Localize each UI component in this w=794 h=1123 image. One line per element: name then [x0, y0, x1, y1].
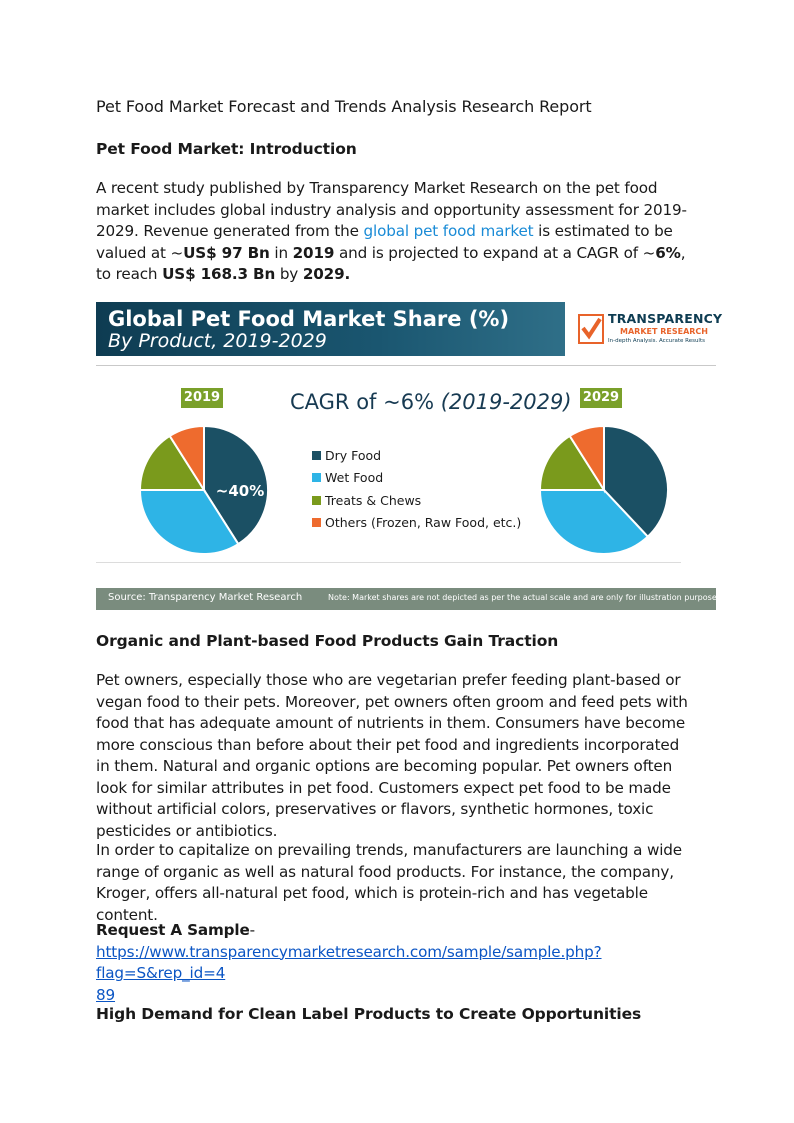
section1-paragraph2: In order to capitalize on prevailing trends, manufacturers are launching a wide range of organic as well as natural food products. For instance, the company, Kroger, offers all-natural pet food, which is protein-rich and has vegetable content.: [96, 841, 682, 924]
logo-tagline: In-depth Analysis. Accurate Results: [608, 338, 705, 344]
document-title: Pet Food Market Forecast and Trends Analysis Research Report: [96, 97, 592, 116]
section2-heading: High Demand for Clean Label Products to Create Opportunities: [96, 1005, 642, 1023]
cagr-heading: CAGR of ~6% (2019-2029): [290, 390, 572, 414]
intro-paragraph: A recent study published by Transparency Market Research on the pet food market includes global industry analysis and opportunity assessment for 2019-2029. Revenue generated from the global pet food market is estimated to be valued at ~US$ 97 Bn in 2019 and is projected to expand at a CAGR of ~6%, to reach US$ 168.3 Bn by 2029.: [96, 179, 687, 283]
global-pet-food-market-link[interactable]: global pet food market: [363, 222, 534, 240]
request-sample-block: Request A Sample- https://www.transparencymarketresearch.com/sample/sample.php?flag=S&rep_id=4 89: [96, 921, 602, 1004]
year-badge-2019: 2019: [181, 388, 223, 408]
note-text: Note: Market shares are not depicted as per the actual scale and are only for illustration purposes.: [328, 593, 724, 602]
request-sample-label: Request A Sample: [96, 921, 250, 939]
banner-subtitle: By Product, 2019-2029: [108, 330, 327, 352]
logo-name: TRANSPARENCY: [608, 311, 723, 326]
sample-url-link[interactable]: https://www.transparencymarketresearch.com/sample/sample.php?flag=S&rep_id=4 89: [96, 942, 602, 1004]
banner-divider: [96, 365, 716, 366]
legend-swatch: [312, 473, 321, 482]
infographic-footer: [96, 588, 724, 610]
pie-chart-2019: [134, 420, 274, 560]
infographic-banner: [96, 302, 565, 356]
source-text: Source: Transparency Market Research: [108, 592, 303, 603]
legend-item-others: Others (Frozen, Raw Food, etc.): [312, 515, 521, 530]
logo-check-icon: [578, 314, 604, 344]
legend-item-dry-food: Dry Food: [312, 448, 381, 463]
section1-paragraph1: Pet owners, especially those who are vegetarian prefer feeding plant-based or vegan food to their pets. Moreover, pet owners often groom and feed pets with food that has adequate amount of nutrients in them. Consumers have become more conscious than before about their pet food and ingredients incorporated in them. Natural and organic options are becoming popular. Pet owners often look for similar attributes in pet food. Customers expect pet food to be made without artificial colors, preservatives or flavors, synthetic hormones, toxic pesticides or antibiotics.: [96, 671, 688, 840]
legend-swatch: [312, 518, 321, 527]
legend-swatch: [312, 496, 321, 505]
chart-divider: [96, 562, 681, 563]
banner-title: Global Pet Food Market Share (%): [108, 307, 510, 331]
market-share-infographic: [96, 302, 724, 610]
legend-item-treats-chews: Treats & Chews: [312, 493, 421, 508]
logo-subname: MARKET RESEARCH: [620, 327, 708, 336]
intro-heading: Pet Food Market: Introduction: [96, 140, 357, 158]
dry-food-share-label: ~40%: [215, 482, 265, 500]
section1-heading: Organic and Plant-based Food Products Gain Traction: [96, 632, 559, 650]
legend-item-wet-food: Wet Food: [312, 470, 383, 485]
company-logo: [578, 310, 723, 350]
pie-chart-2029: [534, 420, 674, 560]
year-badge-2029: 2029: [580, 388, 622, 408]
legend-swatch: [312, 451, 321, 460]
